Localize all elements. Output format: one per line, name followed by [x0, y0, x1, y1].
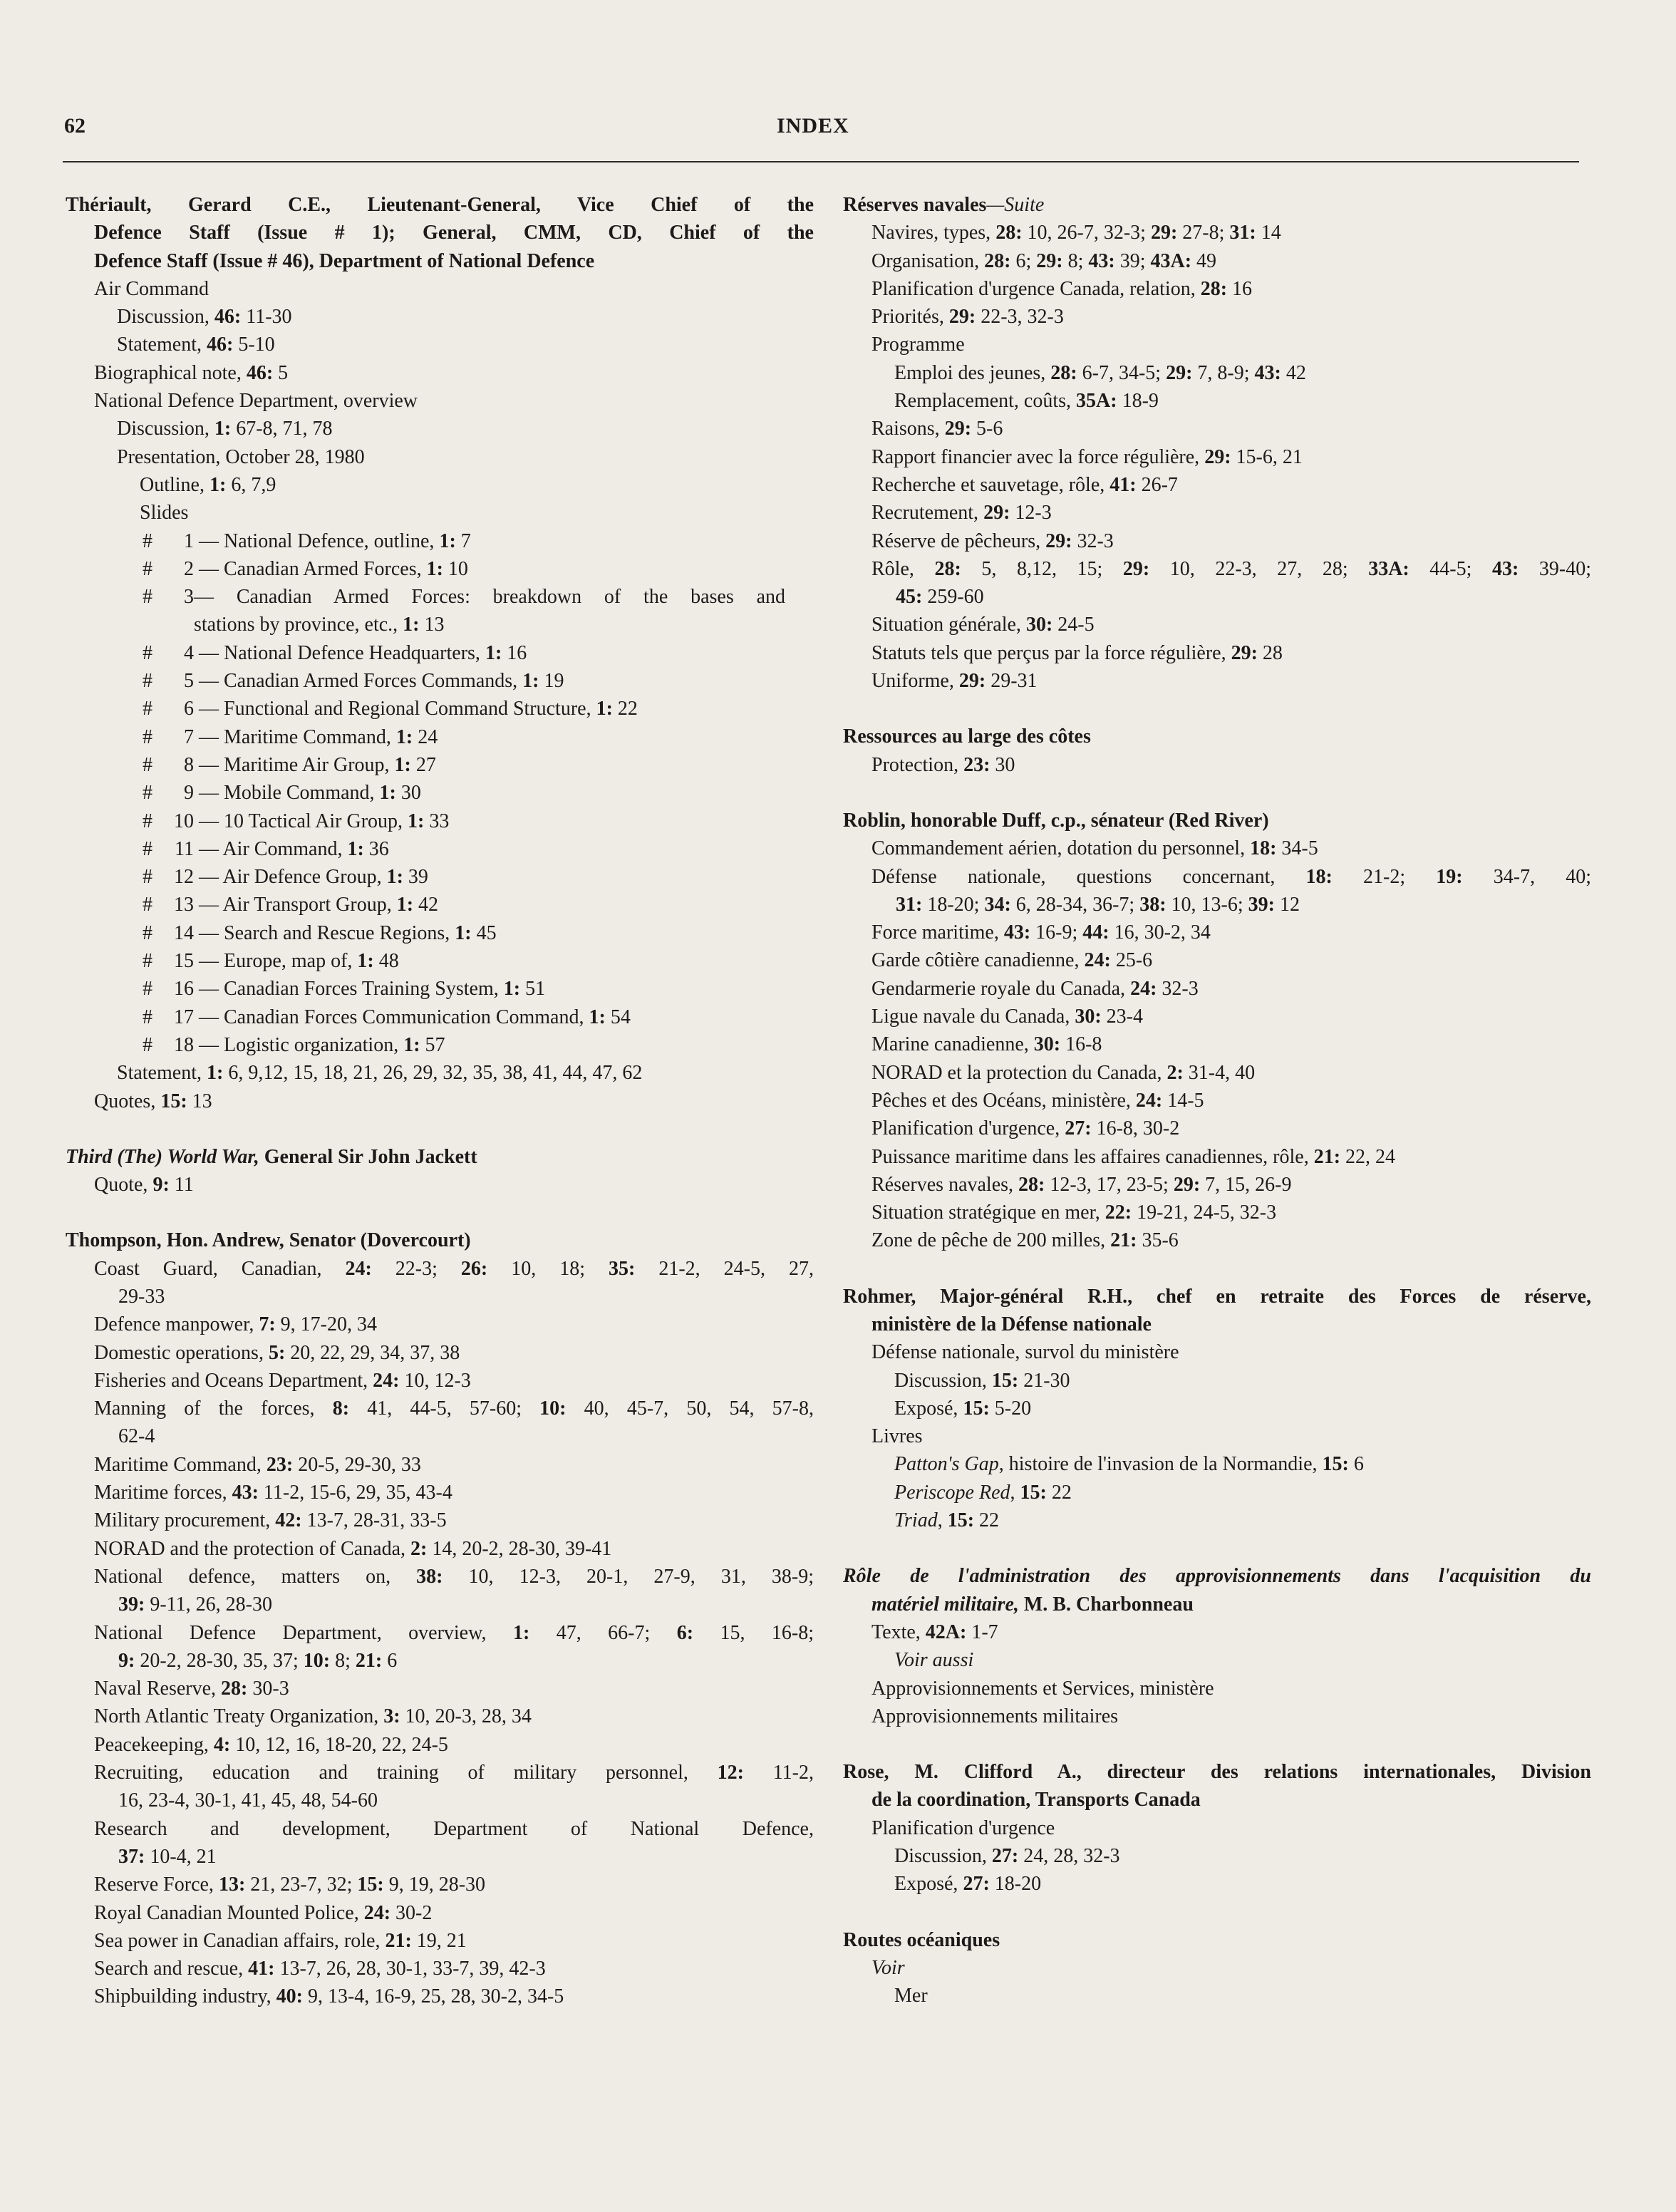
slide-text: — Canadian Forces Communication Command, 1: 54 [194, 1006, 631, 1028]
right-column [843, 191, 1591, 2038]
subentry: Réserve de pêcheurs, 29: 32-3 [871, 529, 1114, 552]
page-number: 62 [64, 114, 86, 138]
subentry-line: National defence, matters on, 38: 10, 12-3, 20-1, 27-9, 31, 38-9; [94, 1565, 814, 1588]
slide-number: 6 [184, 698, 194, 720]
subentry: Quote, 9: 11 [94, 1174, 194, 1197]
subentry: Discussion, 15: 21-30 [894, 1369, 1070, 1392]
subentry-line: Rôle, 28: 5, 8,12, 15; 29: 10, 22-3, 27, 28; 33A: 44-5; 43: 39-40; [871, 557, 1592, 580]
entry-heading [843, 1283, 1591, 1339]
entry-heading [843, 1758, 1591, 1814]
subentry: Texte, 42A: 1-7 [871, 1621, 998, 1643]
subentry: Programme [871, 334, 965, 356]
slide-text: — Air Transport Group, 1: 42 [194, 894, 439, 916]
subentry: Gendarmerie royale du Canada, 24: 32-3 [871, 977, 1199, 1000]
slide-number: 17 [174, 1006, 194, 1028]
subentry-continued: 29-33 [118, 1285, 165, 1308]
subentry: Situation stratégique en mer, 22: 19-21, 24-5, 32-3 [871, 1201, 1277, 1224]
entry-heading [843, 1926, 1591, 1954]
slide-hash: # [143, 698, 152, 720]
slide-entry [66, 807, 814, 835]
subentry [843, 555, 1591, 611]
subentry: Planification d'urgence, 27: 16-8, 30-2 [871, 1117, 1180, 1140]
subentry-continued: 9: 20-2, 28-30, 35, 37; 10: 8; 21: 6 [118, 1649, 398, 1672]
slide-text: — Maritime Air Group, 1: 27 [194, 753, 436, 776]
subentry: Statuts tels que perçus par la force régulière, 29: 28 [871, 641, 1283, 664]
index-entry [843, 1926, 1591, 2010]
slide-text: — Functional and Regional Command Structure, 1: 22 [194, 698, 638, 720]
slide-hash: # [143, 586, 152, 609]
slide-hash: # [143, 894, 152, 916]
heading-line: Routes océaniques [843, 1928, 1000, 1951]
subentry: Exposé, 27: 18-20 [894, 1873, 1042, 1896]
slide-entry [66, 835, 814, 863]
subentry-continued: 39: 9-11, 26, 28-30 [118, 1593, 272, 1616]
subentry-line: Research and development, Department of National Defence, [94, 1817, 814, 1840]
subentry: Approvisionnements militaires [871, 1705, 1119, 1727]
slide-entry [66, 527, 814, 555]
slide-text: — Canadian Armed Forces, 1: 10 [194, 557, 468, 580]
slide-entry [66, 863, 814, 891]
subentry: Force maritime, 43: 16-9; 44: 16, 30-2, 34 [871, 921, 1211, 944]
slide-hash: # [143, 837, 152, 860]
index-entry [843, 723, 1591, 779]
subentry: Slides [140, 502, 189, 524]
slide-entry [66, 1031, 814, 1059]
subentry: Zone de pêche de 200 milles, 21: 35-6 [871, 1229, 1179, 1252]
slide-entry [66, 891, 814, 919]
subentry [66, 1815, 814, 1871]
slide-number: 16 [174, 978, 194, 1001]
subentry: Statement, 1: 6, 9,12, 15, 18, 21, 26, 29, 32, 35, 38, 41, 44, 47, 62 [117, 1062, 643, 1085]
left-column [66, 191, 814, 2039]
subentry: Navires, types, 28: 10, 26-7, 32-3; 29: 27-8; 31: 14 [871, 222, 1281, 244]
slide-number: 2 [184, 557, 194, 580]
slide-hash: # [143, 921, 152, 944]
slide-text: — National Defence Headquarters, 1: 16 [194, 641, 527, 664]
entry-heading: Réserves navales—Suite [843, 194, 1045, 216]
index-entry [843, 1562, 1591, 1730]
subentry: Presentation, October 28, 1980 [117, 445, 365, 468]
subentry: Planification d'urgence Canada, relation, 28: 16 [871, 277, 1253, 300]
subentry: Royal Canadian Mounted Police, 24: 30-2 [94, 1901, 433, 1924]
entry-heading [66, 1226, 814, 1254]
subentry: Outline, 1: 6, 7,9 [140, 473, 276, 496]
index-entry [843, 1283, 1591, 1535]
slide-entry [66, 639, 814, 667]
slide-text: — Canadian Forces Training System, 1: 51 [194, 978, 546, 1001]
subentry: Maritime Command, 23: 20-5, 29-30, 33 [94, 1453, 421, 1476]
subentry-continued: 62-4 [118, 1425, 155, 1448]
slide-entry [66, 667, 814, 695]
subentry: Emploi des jeunes, 28: 6-7, 34-5; 29: 7, 8-9; 43: 42 [894, 361, 1306, 384]
subentry: Military procurement, 42: 13-7, 28-31, 33-5 [94, 1509, 447, 1532]
slide-text: — 10 Tactical Air Group, 1: 33 [194, 810, 450, 832]
subentry: National Defence Department, overview [94, 390, 418, 413]
subentry: Quotes, 15: 13 [94, 1090, 212, 1112]
index-entry [843, 191, 1591, 695]
slide-text: — Logistic organization, 1: 57 [194, 1033, 445, 1056]
heading-line: ministère de la Défense nationale [871, 1313, 1152, 1335]
subentry: Recrutement, 29: 12-3 [871, 502, 1052, 524]
subentry: Air Command [94, 277, 209, 300]
subentry: Naval Reserve, 28: 30-3 [94, 1678, 289, 1700]
slide-number: 12 [174, 866, 194, 889]
entry-heading [843, 1562, 1591, 1618]
slide-number: 4 [184, 641, 194, 664]
header-rule [63, 161, 1579, 162]
heading-line: de la coordination, Transports Canada [871, 1789, 1201, 1812]
subentry-continued: 37: 10-4, 21 [118, 1845, 217, 1868]
subentry: Search and rescue, 41: 13-7, 26, 28, 30-1, 33-7, 39, 42-3 [94, 1958, 546, 1980]
subentry-continued: 16, 23-4, 30-1, 41, 45, 48, 54-60 [118, 1789, 378, 1812]
subentry: Rapport financier avec la force régulière, 29: 15-6, 21 [871, 445, 1303, 468]
subentry-line: National Defence Department, overview, 1: 47, 66-7; 6: 15, 16-8; [94, 1621, 814, 1644]
slide-number: 11 [175, 837, 194, 860]
subentry: Défense nationale, survol du ministère [871, 1341, 1179, 1364]
subentry: Periscope Red, 15: 22 [894, 1481, 1072, 1504]
index-entry [66, 1226, 814, 2010]
slide-hash: # [143, 725, 152, 748]
subentry: Domestic operations, 5: 20, 22, 29, 34, 37, 38 [94, 1341, 460, 1364]
slide-hash: # [143, 1006, 152, 1028]
subentry: Remplacement, coûts, 35A: 18-9 [894, 390, 1159, 413]
subentry: Ligue navale du Canada, 30: 23-4 [871, 1006, 1143, 1028]
slide-hash: # [143, 641, 152, 664]
subentry [66, 1563, 814, 1619]
heading-line: Rose, M. Clifford A., directeur des relations internationales, Division [843, 1761, 1591, 1784]
subentry: NORAD and the protection of Canada, 2: 14, 20-2, 28-30, 39-41 [94, 1537, 612, 1560]
subentry: Discussion, 27: 24, 28, 32-3 [894, 1845, 1120, 1868]
subentry: Planification d'urgence [871, 1816, 1055, 1839]
subentry [843, 863, 1591, 919]
subentry: Priorités, 29: 22-3, 32-3 [871, 306, 1064, 329]
slide-hash: # [143, 866, 152, 889]
subentry: Livres [871, 1425, 923, 1448]
index-entry [843, 1758, 1591, 1898]
slide-number: 8 [184, 753, 194, 776]
subentry: Fisheries and Oceans Department, 24: 10, 12-3 [94, 1369, 471, 1392]
slide-number: 3 [184, 586, 194, 609]
subentry: Puissance maritime dans les affaires canadiennes, rôle, 21: 22, 24 [871, 1145, 1396, 1168]
subentry [66, 1395, 814, 1451]
index-entry [66, 191, 814, 1115]
entry-heading [843, 723, 1591, 750]
subentry: Reserve Force, 13: 21, 23-7, 32; 15: 9, 19, 28-30 [94, 1874, 486, 1896]
slide-hash: # [143, 782, 152, 805]
heading-line: Ressources au large des côtes [843, 725, 1091, 748]
slide-text: — Canadian Armed Forces Commands, 1: 19 [194, 670, 564, 693]
slide-text: — Canadian Armed Forces: breakdown of the bases and [194, 586, 785, 609]
subentry: Garde côtière canadienne, 24: 25-6 [871, 949, 1153, 972]
heading-line: Rôle de l'administration des approvisionnements dans l'acquisition du [843, 1565, 1591, 1588]
subentry: Raisons, 29: 5-6 [871, 418, 1003, 440]
subentry: Situation générale, 30: 24-5 [871, 614, 1095, 636]
subentry: Exposé, 15: 5-20 [894, 1397, 1032, 1420]
index-entry [66, 1143, 814, 1199]
heading-line: matériel militaire, M. B. Charbonneau [871, 1593, 1194, 1616]
slide-number: 7 [184, 725, 194, 748]
slide-number: 10 [174, 810, 194, 832]
slide-hash: # [143, 557, 152, 580]
slide-text: — Search and Rescue Regions, 1: 45 [194, 921, 497, 944]
heading-line: Thompson, Hon. Andrew, Senator (Dovercourt) [66, 1229, 471, 1252]
subentry: NORAD et la protection du Canada, 2: 31-4, 40 [871, 1061, 1256, 1084]
slide-hash: # [143, 753, 152, 776]
slide-text: — National Defence, outline, 1: 7 [194, 529, 471, 552]
slide-number: 9 [184, 782, 194, 805]
subentry: Discussion, 1: 67-8, 71, 78 [117, 418, 333, 440]
slide-entry [66, 975, 814, 1003]
subentry: Voir aussi [894, 1649, 974, 1672]
subentry: Organisation, 28: 6; 29: 8; 43: 39; 43A: 49 [871, 249, 1217, 272]
subentry: Patton's Gap, histoire de l'invasion de la Normandie, 15: 6 [894, 1453, 1364, 1476]
slide-text: — Mobile Command, 1: 30 [194, 782, 421, 805]
heading-line: Defence Staff (Issue # 1); General, CMM, CD, Chief of the [94, 222, 814, 244]
subentry-line: Défense nationale, questions concernant, 18: 21-2; 19: 34-7, 40; [871, 865, 1591, 888]
subentry: Recherche et sauvetage, rôle, 41: 26-7 [871, 473, 1178, 496]
subentry: Réserves navales, 28: 12-3, 17, 23-5; 29: 7, 15, 26-9 [871, 1173, 1292, 1196]
slide-entry [66, 751, 814, 779]
entry-heading: Third (The) World War, General Sir John Jackett [66, 1145, 477, 1168]
subentry: Approvisionnements et Services, ministère [871, 1677, 1214, 1700]
subentry: Defence manpower, 7: 9, 17-20, 34 [94, 1313, 377, 1336]
slide-entry [66, 919, 814, 947]
slide-hash: # [143, 950, 152, 973]
heading-line: Rohmer, Major-général R.H., chef en retraite des Forces de réserve, [843, 1285, 1591, 1308]
index-entry [843, 807, 1591, 1255]
subentry [66, 1619, 814, 1675]
slide-hash: # [143, 529, 152, 552]
slide-entry [66, 555, 814, 583]
subentry: Mer [894, 1985, 928, 2007]
slide-text-continued: stations by province, etc., 1: 13 [194, 614, 445, 636]
subentry-continued: 45: 259-60 [896, 586, 984, 609]
subentry: Triad, 15: 22 [894, 1509, 1000, 1532]
slide-entry [66, 583, 814, 639]
subentry-line: Manning of the forces, 8: 41, 44-5, 57-60; 10: 40, 45-7, 50, 54, 57-8, [94, 1397, 814, 1420]
subentry: Marine canadienne, 30: 16-8 [871, 1033, 1102, 1056]
subentry: Uniforme, 29: 29-31 [871, 670, 1038, 693]
heading-line: Thériault, Gerard C.E., Lieutenant-General, Vice Chief of the [66, 194, 814, 216]
subentry: Discussion, 46: 11-30 [117, 306, 292, 329]
subentry: Peacekeeping, 4: 10, 12, 16, 18-20, 22, 24-5 [94, 1733, 448, 1756]
slide-text: — Europe, map of, 1: 48 [194, 950, 399, 973]
subentry: Commandement aérien, dotation du personnel, 18: 34-5 [871, 837, 1318, 860]
subentry: North Atlantic Treaty Organization, 3: 10, 20-3, 28, 34 [94, 1705, 532, 1728]
subentry: Statement, 46: 5-10 [117, 334, 275, 356]
heading-line: Roblin, honorable Duff, c.p., sénateur (Red River) [843, 809, 1269, 832]
slide-hash: # [143, 1033, 152, 1056]
subentry [66, 1759, 814, 1815]
subentry: Pêches et des Océans, ministère, 24: 14-5 [871, 1089, 1204, 1112]
subentry: Biographical note, 46: 5 [94, 361, 289, 384]
entry-heading [66, 191, 814, 275]
subentry: Shipbuilding industry, 40: 9, 13-4, 16-9, 25, 28, 30-2, 34-5 [94, 1985, 564, 2008]
subentry [66, 1255, 814, 1311]
heading-line: Defence Staff (Issue # 46), Department of National Defence [94, 249, 595, 272]
subentry-continued: 31: 18-20; 34: 6, 28-34, 36-7; 38: 10, 13-6; 39: 12 [896, 893, 1300, 916]
entry-heading [843, 807, 1591, 834]
slide-number: 1 [184, 529, 194, 552]
subentry-line: Recruiting, education and training of military personnel, 12: 11-2, [94, 1762, 814, 1784]
subentry: Protection, 23: 30 [871, 753, 1015, 776]
subentry-line: Coast Guard, Canadian, 24: 22-3; 26: 10, 18; 35: 21-2, 24-5, 27, [94, 1257, 814, 1280]
slide-number: 14 [174, 921, 194, 944]
slide-entry [66, 779, 814, 807]
slide-number: 5 [184, 670, 194, 693]
running-head: INDEX [777, 114, 849, 138]
slide-number: 15 [174, 950, 194, 973]
slide-number: 18 [174, 1033, 194, 1056]
slide-text: — Maritime Command, 1: 24 [194, 725, 438, 748]
subentry: Maritime forces, 43: 11-2, 15-6, 29, 35, 43-4 [94, 1482, 452, 1504]
slide-number: 13 [174, 894, 194, 916]
slide-text: — Air Defence Group, 1: 39 [194, 866, 428, 889]
slide-entry [66, 947, 814, 975]
slide-entry [66, 1003, 814, 1031]
slide-hash: # [143, 810, 152, 832]
slide-entry [66, 723, 814, 751]
slide-entry [66, 695, 814, 723]
slide-hash: # [143, 978, 152, 1001]
subentry: Sea power in Canadian affairs, role, 21: 19, 21 [94, 1929, 467, 1952]
slide-hash: # [143, 670, 152, 693]
slide-text: — Air Command, 1: 36 [194, 837, 389, 860]
subentry: Voir [871, 1956, 905, 1979]
